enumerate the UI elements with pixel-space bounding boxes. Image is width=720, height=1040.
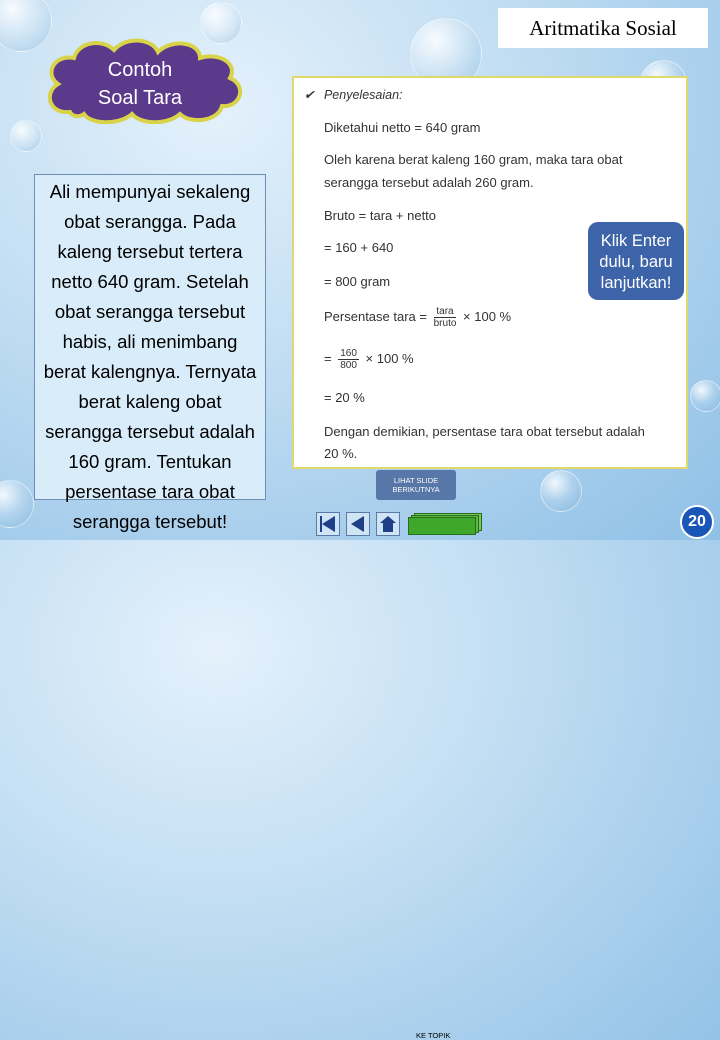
topic-button-layer	[408, 517, 476, 535]
checkmark-icon: ✔	[304, 88, 315, 102]
home-slide-button[interactable]	[376, 512, 400, 536]
page-number-badge: 20	[680, 505, 714, 539]
formula-prefix: Persentase tara =	[324, 308, 427, 324]
solution-formula-line	[324, 306, 511, 329]
formula-suffix: × 100 %	[365, 350, 414, 366]
previous-slide-button[interactable]	[346, 512, 370, 536]
home-icon	[377, 513, 399, 535]
topic-button-label: KE TOPIK	[416, 1031, 451, 1040]
bubble-decoration	[540, 470, 582, 512]
example-cloud	[40, 34, 270, 124]
solution-line: Oleh karena berat kaleng 160 gram, maka tara obat	[324, 152, 623, 167]
bubble-decoration	[10, 120, 42, 152]
fraction-denominator: 800	[340, 360, 357, 371]
solution-line: = 20 %	[324, 390, 365, 405]
formula-prefix: =	[324, 350, 332, 366]
cloud-label: Contoh Soal Tara	[97, 59, 183, 109]
next-slide-button[interactable]: LIHAT SLIDE BERIKUTNYA	[376, 470, 456, 500]
solution-formula-line	[324, 348, 414, 371]
arrow-left-icon	[347, 513, 369, 535]
slide-title: Aritmatika Sosial	[498, 8, 708, 48]
fraction-numerator: tara	[436, 306, 454, 317]
solution-line: serangga tersebut adalah 260 gram.	[324, 175, 534, 190]
formula-suffix: × 100 %	[463, 308, 512, 324]
solution-heading-label: Penyelesaian:	[323, 88, 403, 102]
problem-text: Ali mempunyai sekaleng obat serangga. Pada kaleng tersebut tertera netto 640 gram. Setelah obat serangga tersebut habis, ali menimbang berat kalengnya. Ternyata berat kaleng obat serangga tersebut adalah 160 gram. Tentukan persentase tara obat serangga tersebut!	[34, 174, 266, 500]
solution-heading	[304, 87, 403, 102]
bubble-decoration	[690, 380, 720, 412]
skip-back-icon	[317, 513, 339, 535]
solution-line: 20 %.	[324, 446, 358, 461]
solution-line: Diketahui netto = 640 gram	[324, 120, 481, 135]
fraction	[434, 306, 457, 329]
bubble-decoration	[0, 480, 34, 528]
topic-button[interactable]	[408, 513, 482, 1040]
solution-line: = 160 + 640	[324, 240, 394, 255]
solution-line: = 800 gram	[324, 274, 391, 289]
solution-line: Bruto = tara + netto	[324, 208, 437, 223]
fraction-numerator: 160	[340, 348, 357, 359]
solution-line: Dengan demikian, persentase tara obat tersebut adalah	[324, 424, 645, 439]
hint-box: Klik Enter dulu, baru lanjutkan!	[588, 222, 684, 300]
fraction	[338, 348, 359, 371]
fraction-denominator: bruto	[433, 318, 457, 329]
first-slide-button[interactable]	[316, 512, 340, 536]
